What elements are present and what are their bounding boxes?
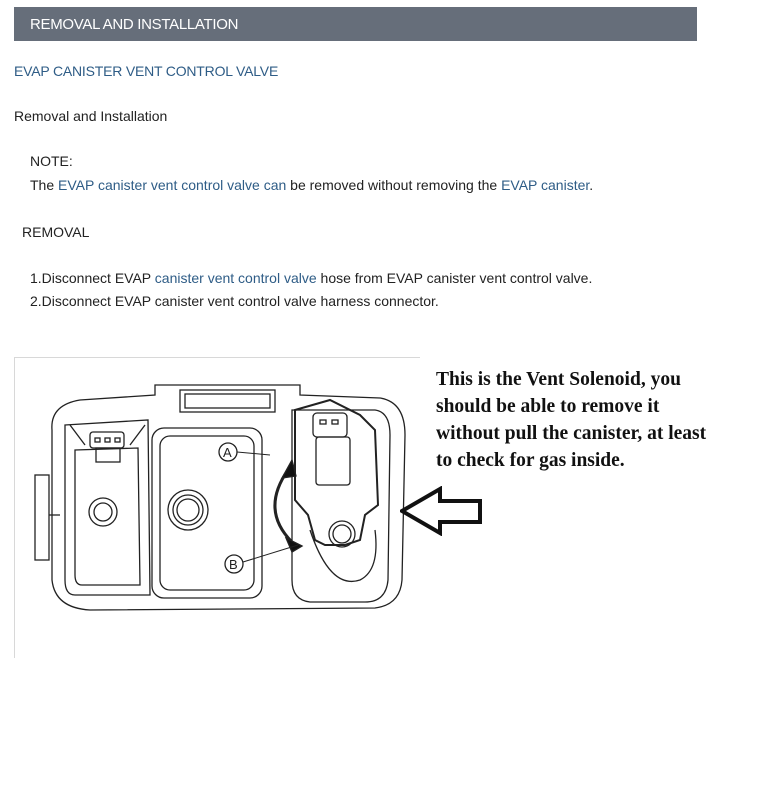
step-text: 1.Disconnect EVAP xyxy=(30,270,155,286)
subsection-title: Removal and Installation xyxy=(14,108,168,124)
removal-step-2 xyxy=(30,293,439,309)
annotation-line: should be able to remove it xyxy=(436,396,660,417)
removal-heading: REMOVAL xyxy=(22,224,90,240)
note-label: NOTE: xyxy=(30,153,73,169)
arrow-left-outline-icon xyxy=(400,486,484,536)
note-text-part: be removed without removing the xyxy=(286,177,502,193)
note-text-part: The xyxy=(30,177,59,193)
evap-canister-diagram xyxy=(30,380,410,630)
note-link-vent-valve[interactable]: EVAP canister vent control valve can xyxy=(58,177,287,193)
section-title[interactable]: EVAP CANISTER VENT CONTROL VALVE xyxy=(14,63,279,79)
note-text xyxy=(30,177,593,193)
step-link-vent-valve[interactable]: canister vent control valve xyxy=(154,270,317,286)
note-text-part: . xyxy=(589,177,594,193)
svg-text:A: A xyxy=(223,445,232,460)
page-header-bar xyxy=(14,7,697,41)
annotation-line: to check for gas inside. xyxy=(436,450,625,471)
step-text: hose from EVAP canister vent control valve. xyxy=(316,270,593,286)
step-text: 2.Disconnect EVAP canister vent control valve harness connector. xyxy=(30,293,439,309)
svg-text:B: B xyxy=(229,557,238,572)
annotation-line: without pull the canister, at least xyxy=(436,423,707,444)
annotation-text xyxy=(436,366,776,474)
annotation-line: This is the Vent Solenoid, you xyxy=(436,369,681,390)
page-header-title: REMOVAL AND INSTALLATION xyxy=(30,16,239,33)
note-link-evap-canister[interactable]: EVAP canister xyxy=(501,177,590,193)
removal-step-1 xyxy=(30,270,592,286)
